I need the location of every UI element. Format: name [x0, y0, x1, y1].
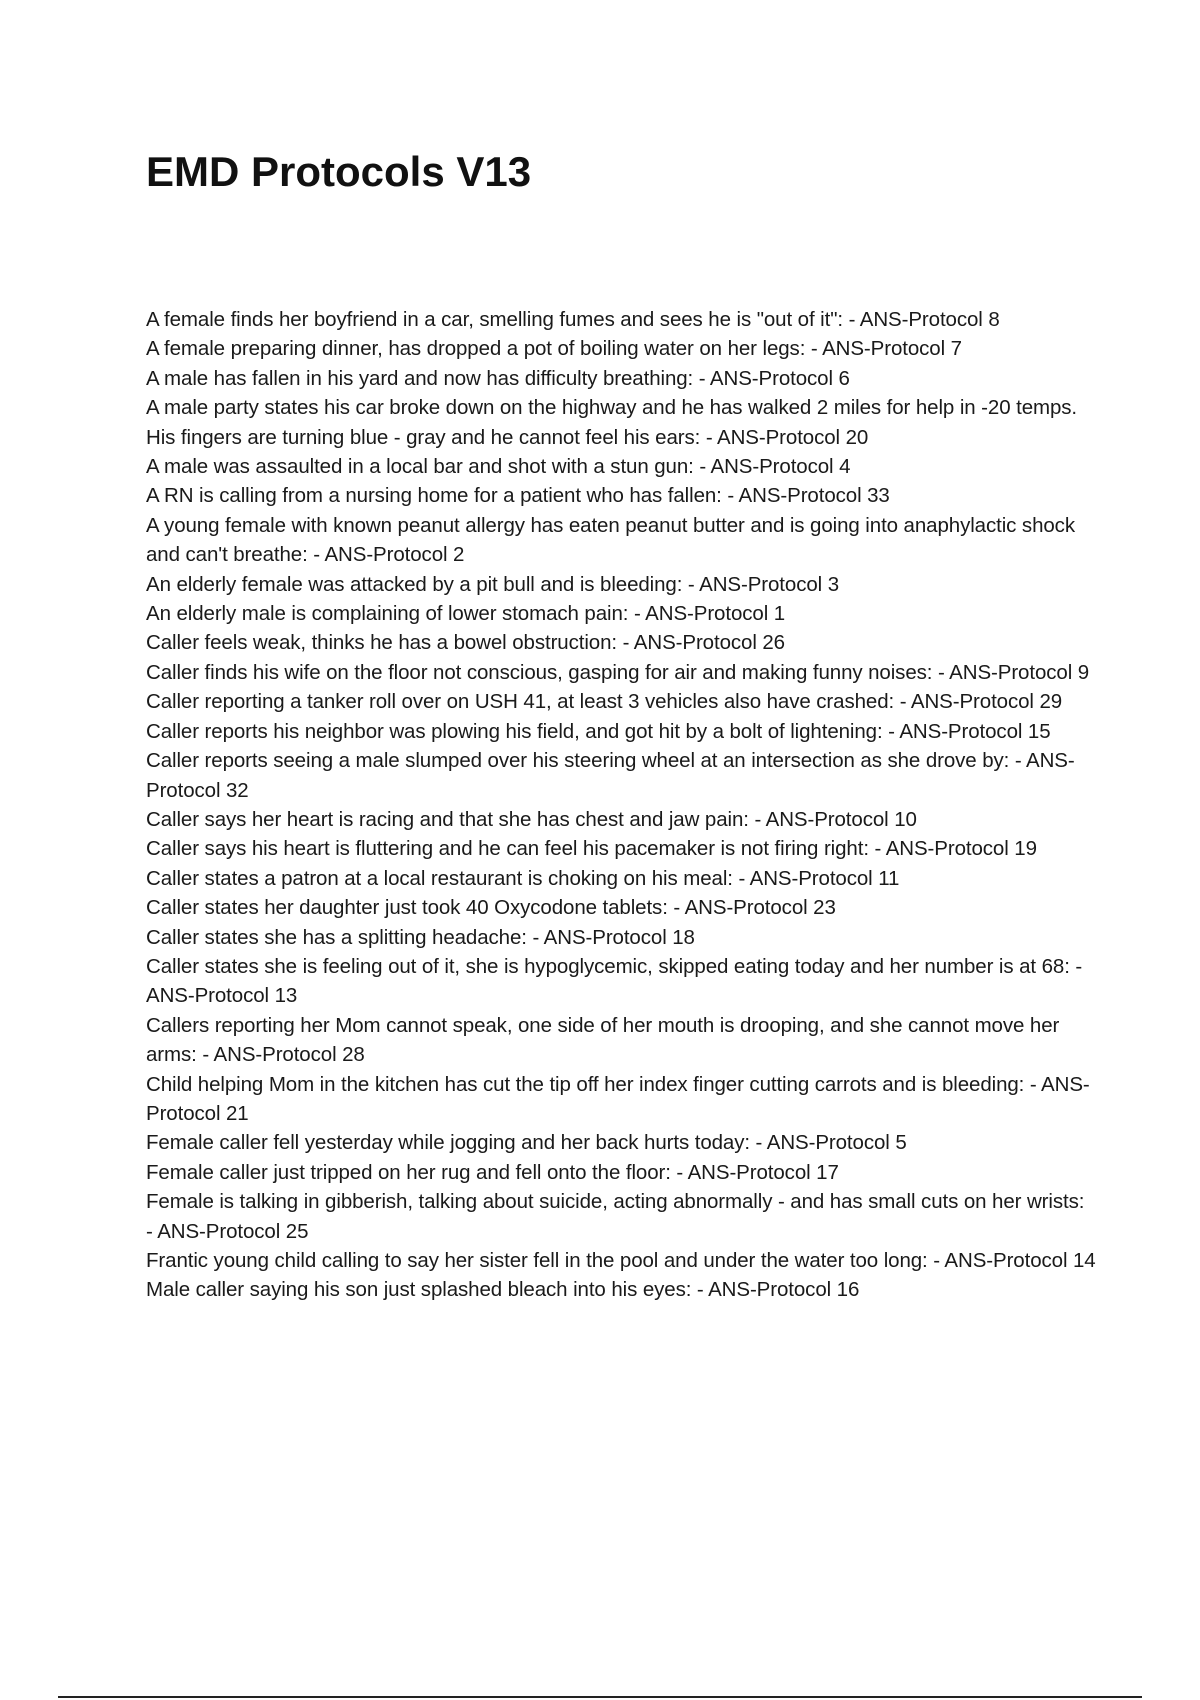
list-item: A young female with known peanut allergy has eaten peanut butter and is going into anaphylactic shock and can't breathe: - ANS-Protocol 2	[146, 513, 1075, 567]
list-item: Caller reports seeing a male slumped over his steering wheel at an intersection as she drove by: - ANS-Protocol 32	[146, 749, 1075, 802]
list-item: Caller feels weak, thinks he has a bowel obstruction: - ANS-Protocol 26	[146, 631, 785, 655]
list-item: Callers reporting her Mom cannot speak, one side of her mouth is drooping, and she cannot move her arms: - ANS-Protocol 28	[146, 1013, 1060, 1067]
list-item: Caller states she has a splitting headache: - ANS-Protocol 18	[146, 925, 695, 949]
list-item: Caller says her heart is racing and that she has chest and jaw pain: - ANS-Protocol 10	[146, 807, 917, 831]
list-item: Male caller saying his son just splashed bleach into his eyes: - ANS-Protocol 16	[146, 1278, 860, 1302]
list-item: Caller finds his wife on the floor not conscious, gasping for air and making funny noises: - ANS-Protocol 9	[146, 660, 1090, 684]
list-item: Child helping Mom in the kitchen has cut the tip off her index finger cutting carrots and is bleeding: - ANS-Protocol 21	[146, 1072, 1090, 1125]
list-item: Female is talking in gibberish, talking about suicide, acting abnormally - and has small cuts on her wrists: - ANS-Protocol 25	[146, 1190, 1085, 1243]
list-item: A male has fallen in his yard and now has difficulty breathing: - ANS-Protocol 6	[146, 366, 850, 390]
page-title: EMD Protocols V13	[146, 148, 532, 195]
list-item: A female preparing dinner, has dropped a pot of boiling water on her legs: - ANS-Protocol 7	[146, 337, 962, 361]
list-item: Caller states her daughter just took 40 Oxycodone tablets: - ANS-Protocol 23	[146, 896, 836, 920]
list-item: Caller says his heart is fluttering and he can feel his pacemaker is not firing right: - ANS-Protocol 19	[146, 837, 1037, 861]
list-item: Caller states a patron at a local restaurant is choking on his meal: - ANS-Protocol 11	[146, 866, 900, 890]
list-item: Female caller just tripped on her rug and fell onto the floor: - ANS-Protocol 17	[146, 1160, 839, 1184]
list-item: A male party states his car broke down on the highway and he has walked 2 miles for help in -20 temps. His fingers are turning blue - gray and he cannot feel his ears: - ANS-Protocol 20	[146, 396, 1078, 449]
list-item: Caller states she is feeling out of it, she is hypoglycemic, skipped eating today and her number is at 68: - ANS-Protocol 13	[146, 954, 1083, 1008]
list-item: Caller reporting a tanker roll over on USH 41, at least 3 vehicles also have crashed: - ANS-Protocol 29	[146, 690, 1063, 714]
list-item: Female caller fell yesterday while jogging and her back hurts today: - ANS-Protocol 5	[146, 1131, 907, 1155]
footer-divider	[58, 1696, 1142, 1698]
list-item: A female finds her boyfriend in a car, smelling fumes and sees he is "out of it": - ANS-Protocol 8	[146, 308, 1000, 331]
list-item: A male was assaulted in a local bar and shot with a stun gun: - ANS-Protocol 4	[146, 455, 851, 479]
protocol-list	[146, 305, 1096, 1305]
list-item: Frantic young child calling to say her sister fell in the pool and under the water too long: - ANS-Protocol 14	[146, 1249, 1096, 1272]
list-item: A RN is calling from a nursing home for a patient who has fallen: - ANS-Protocol 33	[146, 484, 890, 508]
list-item: An elderly female was attacked by a pit bull and is bleeding: - ANS-Protocol 3	[146, 572, 839, 596]
list-item: An elderly male is complaining of lower stomach pain: - ANS-Protocol 1	[146, 602, 786, 626]
list-item: Caller reports his neighbor was plowing his field, and got hit by a bolt of lightening: - ANS-Protocol 15	[146, 719, 1051, 743]
